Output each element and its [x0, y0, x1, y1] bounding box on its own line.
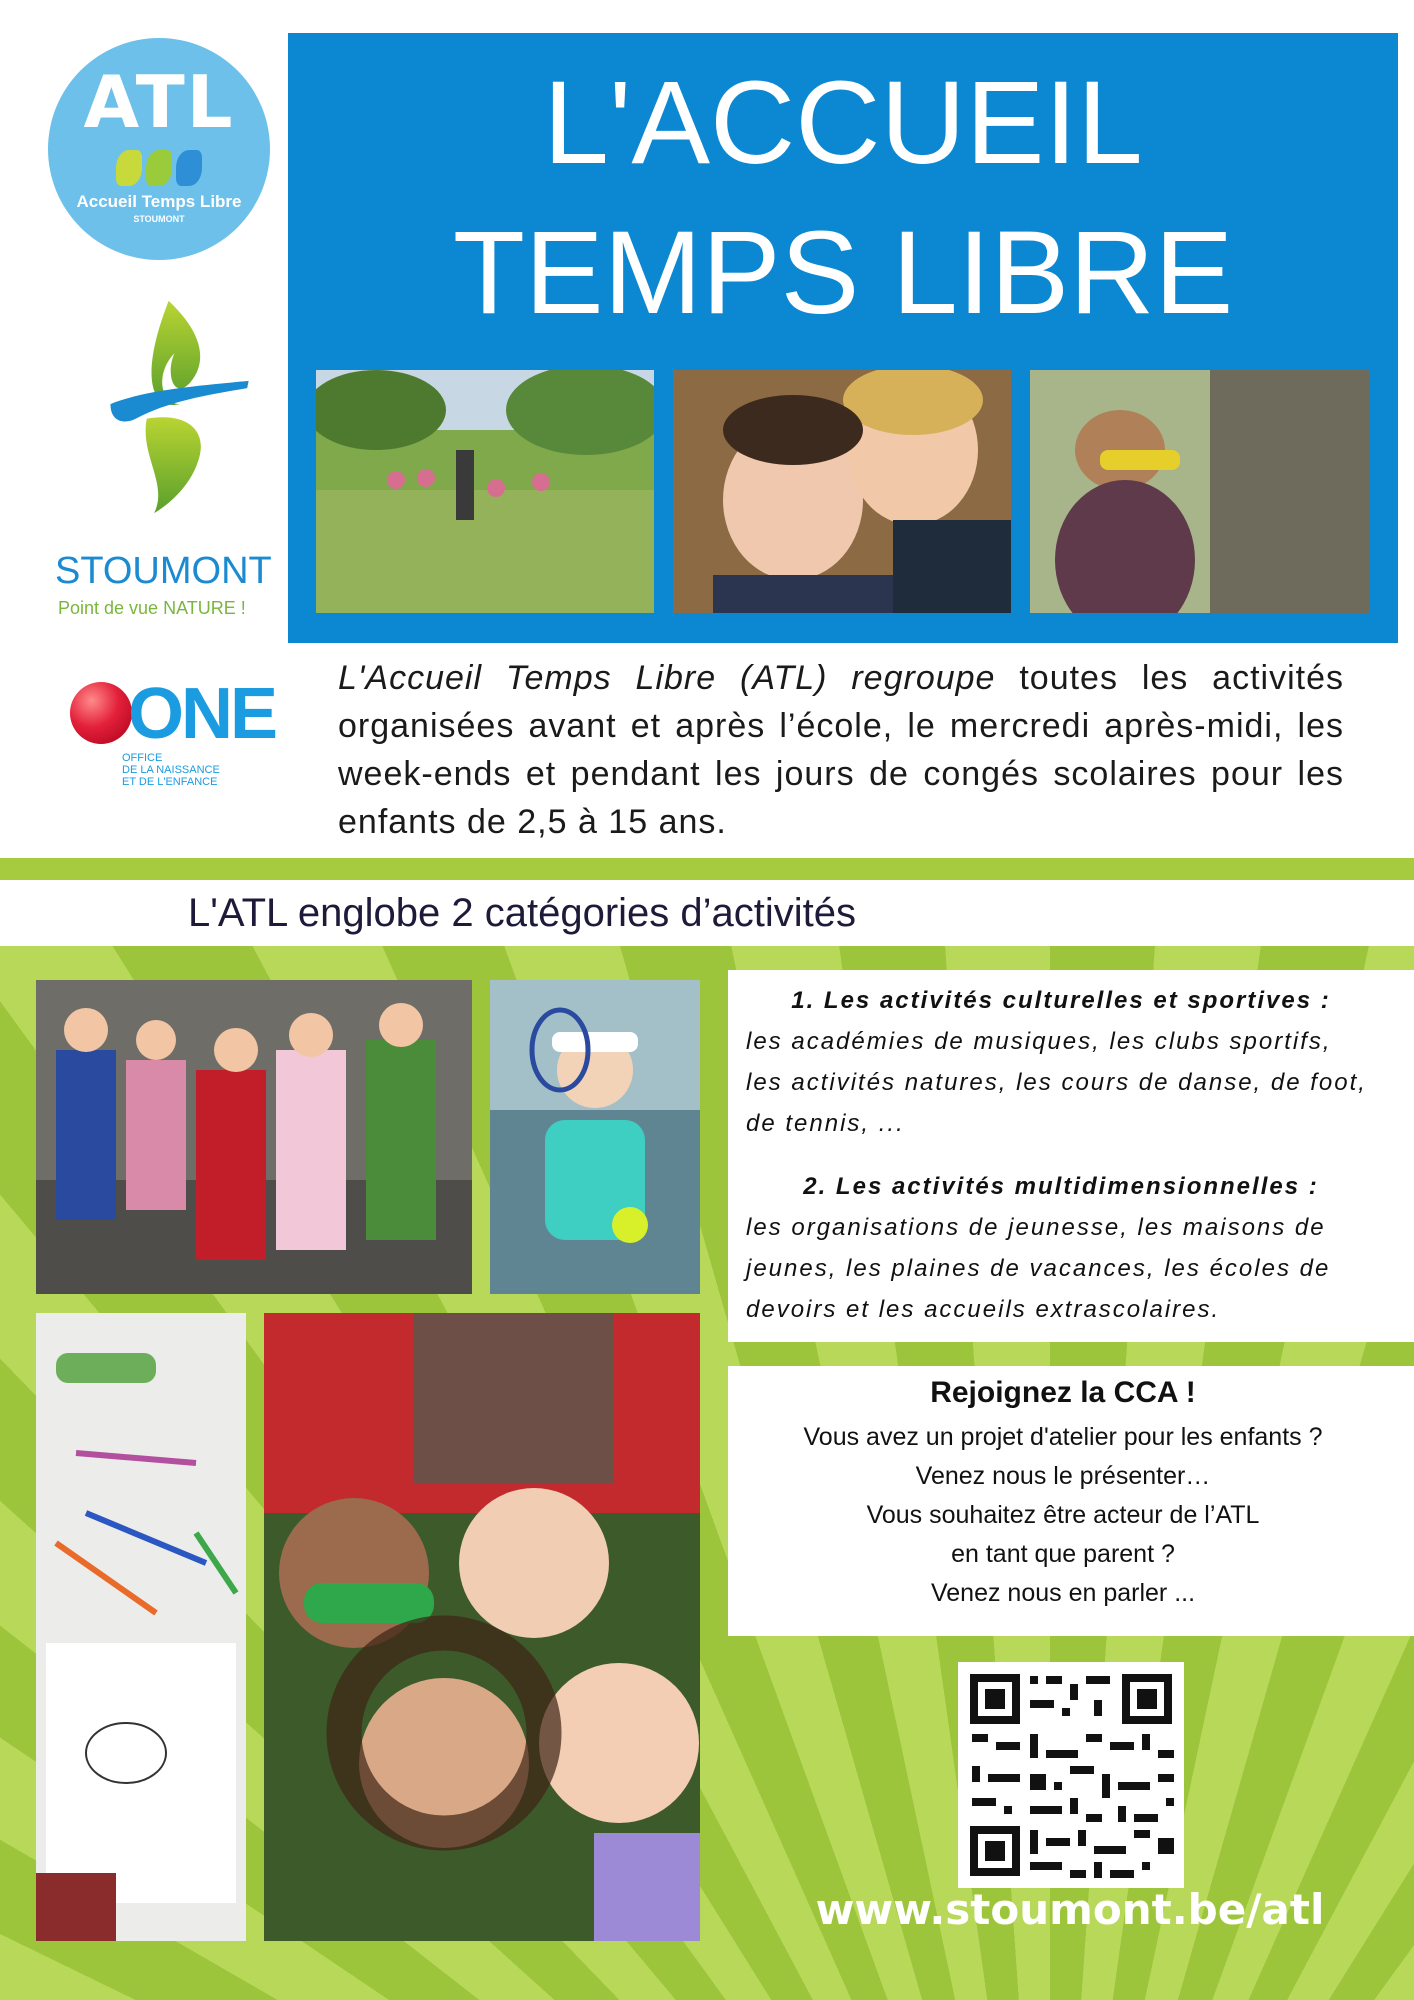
- atl-logo: [48, 38, 270, 260]
- one-logo-ball-icon: [70, 682, 132, 744]
- stoumont-name: STOUMONT: [55, 550, 272, 592]
- cca-text: [728, 1368, 1398, 1613]
- photo-children-costumes: [36, 980, 472, 1294]
- categories-text: [746, 980, 1376, 1330]
- cca-line-2: Venez nous le présenter…: [915, 1462, 1211, 1490]
- one-logo-line2: DE LA NAISSANCE: [122, 764, 220, 776]
- atl-logo-place: STOUMONT: [133, 214, 185, 224]
- cca-line-1: Vous avez un projet d'atelier pour les enfants ?: [803, 1423, 1323, 1451]
- qr-code-icon[interactable]: [958, 1662, 1184, 1888]
- intro-rest: toutes les activités organisées avant et après l’école, le mercredi après-midi, les week-ends et pendant les jours de congés scolaires pour les enfants de 2,5 à 15 ans.: [338, 659, 1344, 841]
- category-2-heading: 2. Les activités multidimensionnelles :: [803, 1173, 1319, 1200]
- category-2-body: les organisations de jeunesse, les maisons de jeunes, les plaines de vacances, les écoles de devoirs et les accueils extrascolaires.: [746, 1214, 1331, 1323]
- photo-boys-face-paint: [673, 370, 1011, 613]
- photo-drawing-table: [36, 1313, 246, 1941]
- one-logo-line1: OFFICE: [122, 752, 163, 764]
- one-logo-mark: ONE: [128, 674, 276, 754]
- stoumont-tagline: Point de vue NATURE !: [58, 598, 246, 618]
- photo-children-outdoor: [316, 370, 654, 613]
- atl-logo-mark: ATL: [83, 60, 235, 144]
- cca-line-3: Vous souhaitez être acteur de l’ATL: [866, 1501, 1260, 1529]
- website-link[interactable]: www.stoumont.be/atl: [815, 1885, 1325, 1934]
- stoumont-logo: [50, 295, 280, 535]
- category-2: [746, 1166, 1376, 1330]
- page-title: [288, 48, 1398, 348]
- photo-girl-blindfold-tree: [1030, 370, 1370, 613]
- category-1-body: les académies de musiques, les clubs sportifs, les activités natures, les cours de danse, de foot, de tennis, ...: [746, 1028, 1367, 1137]
- intro-paragraph: [338, 654, 1344, 846]
- section-subtitle: L'ATL englobe 2 catégories d’activités: [187, 891, 857, 935]
- atl-logo-waves-icon: [116, 150, 202, 186]
- one-logo-line3: ET DE L'ENFANCE: [122, 776, 218, 788]
- title-line-1: L'ACCUEIL: [543, 57, 1143, 189]
- category-1: [746, 980, 1376, 1144]
- intro-italic: L'Accueil Temps Libre (ATL) regroupe: [338, 659, 996, 697]
- cca-line-4: en tant que parent ?: [951, 1540, 1175, 1568]
- photo-friends-on-grass: [264, 1313, 700, 1941]
- cca-heading: Rejoignez la CCA !: [930, 1376, 1196, 1409]
- photo-girl-tennis: [490, 980, 700, 1294]
- cca-line-5: Venez nous en parler ...: [930, 1579, 1196, 1607]
- category-1-heading: 1. Les activités culturelles et sportives :: [791, 987, 1331, 1014]
- title-line-2: TEMPS LIBRE: [452, 207, 1234, 339]
- green-divider: [0, 858, 1414, 880]
- atl-logo-name: Accueil Temps Libre: [76, 192, 242, 211]
- one-logo-text: [122, 752, 220, 788]
